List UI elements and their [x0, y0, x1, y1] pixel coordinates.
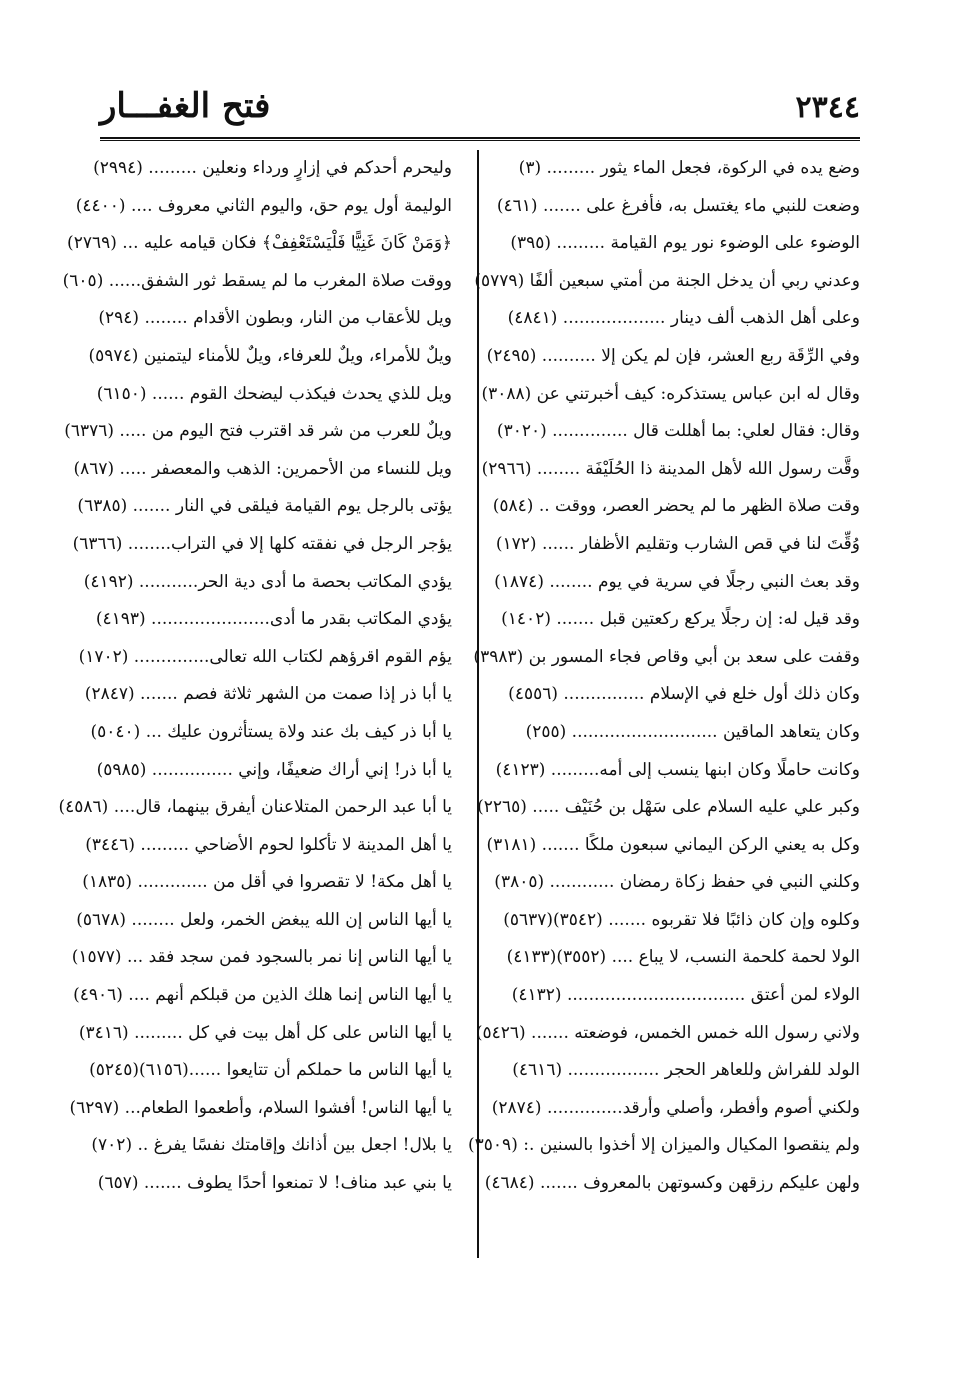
index-entry: ويل للذي يحدث فيكذب ليضحك القوم ...... (٦١٥٠) [96, 383, 452, 404]
index-entry: يا أبا ذر كيف بك عند ولاة يستأثرون عليك ... (٥٠٤٠) [90, 721, 452, 742]
index-entry: يؤتى بالرجل يوم القيامة فيلقى في النار ....... (٦٣٨٥) [77, 496, 452, 517]
index-entry: يا أيها الناس إنما هلك الذين من قبلكم أنهم .... (٤٩٠٦) [73, 985, 452, 1006]
index-entry: ولكني أصوم وأفطر، وأصلي وأرقد.............. (٢٨٧٤) [491, 1097, 860, 1118]
index-entry: ويل للأعقاب من النار، وبطون الأقدام ........ (٢٩٤) [98, 308, 452, 329]
index-entry: ويل للنساء من الأحمرين: الذهب والمعصفر ..... (٨٦٧) [73, 458, 452, 479]
index-entry: وعدني ربي أن يدخل الجنة من أمتي سبعين ألفًا (٥٧٧٩) [474, 270, 860, 291]
index-entry: وُقِّتَ لنا في قص الشارب وتقليم الأظفار ...... (١٧٢) [495, 533, 860, 554]
index-entry: وكانت حاملًا وكان ابنها ينسب إلى أمه......... (٤١٢٣) [495, 759, 860, 780]
index-entry: يؤجر الرجل في نفقته كلها إلا في التراب........ (٦٣٦٦) [72, 533, 452, 554]
index-entry: وكلني النبي في حفظ زكاة رمضان ............ (٣٨٠٥) [494, 872, 860, 893]
index-entry: ولهن عليكم رزقهن وكسوتهن بالمعروف ....... (٤٦٨٤) [484, 1173, 860, 1194]
index-entry: وضع يده في الركوة، فجعل الماء يثور ......... (٣) [518, 158, 860, 178]
index-entry: ولم ينقصوا المكيال والميزان إلا أخذوا بالسنين .: (٣٥٠٩) [468, 1135, 860, 1156]
index-entry: يؤدي المكاتب بحصة ما أدى دية الحر........... (٤١٩٢) [83, 571, 452, 592]
index-entry: وكان يتعاهد الماقين ........................... (٢٥٥) [525, 721, 860, 742]
page-number: ٢٣٤٤ [795, 90, 860, 125]
index-entry: وقَّت رسول الله لأهل المدينة ذا الحُلَيْفَة ........ (٢٩٦٦) [481, 458, 860, 479]
index-entry: الولاء لمن أعتق ................................. (٤١٣٢) [511, 985, 860, 1006]
index-entry: وقفت على سعد بن أبي وقاص فجاء المسور بن (٣٩٨٣) [473, 646, 860, 667]
index-entry: ووقت صلاة المغرب ما لم يسقط ثور الشفق...... (٦٠٥) [62, 270, 452, 291]
header-rule [100, 137, 860, 141]
index-entry: ويلٌ للأمراء، ويلٌ للعرفاء، ويلٌ للأمناء ليتمنين (٥٩٧٤) [88, 345, 452, 366]
index-entry: وكل به يعني الركن اليماني سبعون ملكًا ....... (٣١٨١) [486, 834, 860, 855]
index-entry: وقال له ابن عباس يستذكره: كيف أخبرتني عن (٣٠٨٨) [481, 383, 860, 404]
index-entry: ولاني رسول الله خمس الخمس، فوضعته ....... (٥٤٢٦) [475, 1022, 860, 1043]
index-entry: وضعت للنبي ماء يغتسل به، فأفرغ على ....... (٤٦١) [496, 195, 860, 216]
index-entry: وعلى أهل الذهب ألف دينار ................... (٤٨٤١) [507, 308, 860, 329]
index-entry: ويلٌ للعرب من شر قد اقترب فتح اليوم من ..... (٦٣٧٦) [64, 421, 452, 442]
index-entry: يا أهل مكة! لا تقصروا في أقل من ............. (١٨٣٥) [82, 872, 452, 893]
index-entry: وكبر علي عليه السلام على سَهْل بن حُنَيْف ..... (٢٢٦٥) [477, 797, 860, 818]
index-entry: الوضوء على الوضوء نور يوم القيامة ......... (٣٩٥) [510, 233, 860, 254]
index-entry: وكان ذلك أول خلع في الإسلام ............... (٤٥٥٦) [508, 684, 860, 705]
index-entry: ﴿وَمَنْ كَانَ غَنِيًّا فَلْيَسْتَعْفِفْ﴾ فكان قيامه عليه ... (٢٧٦٩) [67, 233, 452, 254]
index-entry: وقد بعث النبي رجلًا في سرية في يوم ........ (١٨٧٤) [494, 571, 860, 592]
index-entry: يا أيها الناس! أفشوا السلام، وأطعموا الطعام... (٦٢٩٧) [69, 1097, 452, 1118]
index-entry: وقال: فقال لعلي: بما أهللت قال .............. (٣٠٢٠) [496, 421, 860, 442]
index-entry: وليحرم أحدكم في إزارٍ ورداء ونعلين ......... (٢٩٩٤) [93, 158, 452, 178]
index-entry: يا أيها الناس على كل أهل بيت في كل ......... (٣٤١٦) [78, 1022, 452, 1043]
index-entry: الولا لحمة كلحمة النسب، لا يباع .... (٣٥٥٢)(٤١٣٣) [506, 947, 860, 968]
index-entry: يؤدي المكاتب بقدر ما أدى...................... (٤١٩٣) [95, 609, 452, 630]
index-entry: يا بلال! اجعل بين أذانك وإقامتك نفسًا يفرغ .. (٧٠٢) [91, 1135, 452, 1156]
index-column-right [468, 150, 860, 1203]
index-entry: وقد قيل له: إن رجلًا يركع ركعتين قبل ....... (١٤٠٢) [501, 609, 860, 630]
index-entry: وقت صلاة الظهر ما لم يحضر العصر، ووقت .. (٥٨٤) [492, 496, 860, 517]
index-entry: يؤم القوم اقرؤهم لكتاب الله تعالى.............. (١٧٠٢) [78, 646, 452, 667]
index-entry: يا أيها الناس إن الله يبغض الخمر، ولعل ........ (٥٦٧٨) [76, 909, 452, 930]
index-entry: الولد للفراش وللعاهر الحجر ................. (٤٦١٦) [512, 1060, 860, 1081]
index-entry: يا أهل المدينة لا تأكلوا لحوم الأضاحي ......... (٣٤٤٦) [85, 834, 452, 855]
page-header [100, 86, 860, 130]
index-column-left [58, 150, 452, 1203]
book-title: فتح الغفـــار [100, 86, 271, 126]
index-entry: الوليمة أول يوم حق، واليوم الثاني معروف .... (٤٤٠٠) [75, 195, 452, 216]
index-entry: يا أبا ذر! إني أراك ضعيفًا، وإني ............... (٥٩٨٥) [96, 759, 452, 780]
index-entry: يا أبا عبد الرحمن المتلاعنان أيفرق بينهما، قال.... (٤٥٨٦) [58, 797, 452, 818]
index-entry: يا بني عبد مناف! لا تمنعوا أحدًا يطوف ....... (٦٥٧) [97, 1173, 452, 1194]
index-entry: وكلوه وإن كان ذائبًا فلا تقربوه ....... (٣٥٤٢)(٥٦٣٧) [503, 909, 860, 930]
index-entry: وفي الرِّقَة ربع العشر، فإن لم يكن إلا .......... (٢٤٩٥) [486, 345, 860, 366]
index-entry: يا أيها الناس ما حملكم أن تتايعوا ......(٦١٥٦)(٥٢٤٥) [89, 1060, 452, 1081]
index-entry: يا أيها الناس إنا نمر بالسجود فمن سجد فقد ... (١٥٧٧) [71, 947, 452, 968]
column-divider [477, 150, 479, 1258]
index-entry: يا أبا ذر إذا صمت من الشهر ثلاثة فصم ....... (٢٨٤٧) [84, 684, 452, 705]
